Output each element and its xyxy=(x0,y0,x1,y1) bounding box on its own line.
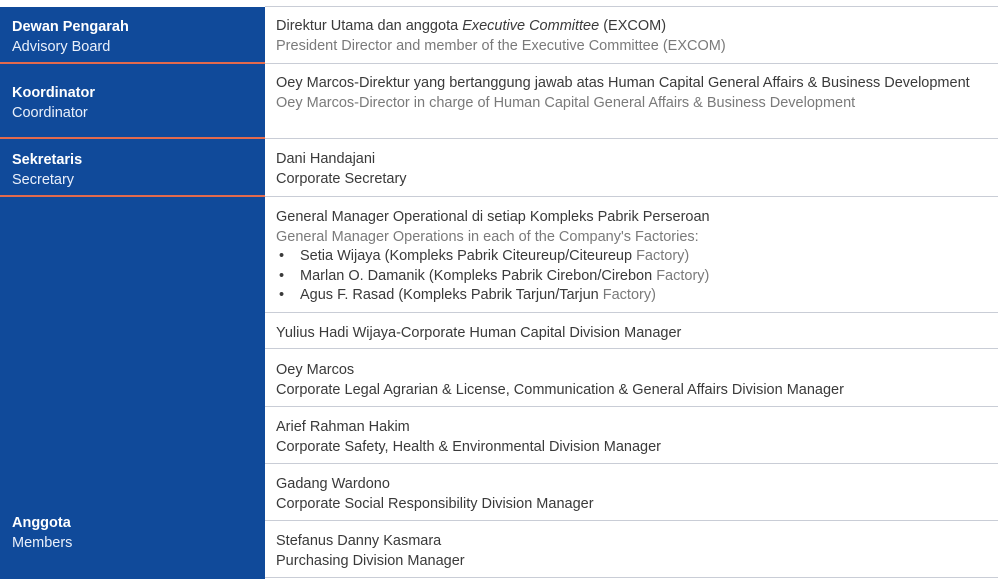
row-content-advisory xyxy=(265,17,998,56)
list-item-suffix: Factory) xyxy=(636,248,690,264)
list-item-text: Agus F. Rasad (Kompleks Pabrik Tarjun/Tarjun xyxy=(300,287,603,303)
row-divider xyxy=(265,577,998,578)
row-divider xyxy=(265,520,998,521)
factory-list xyxy=(276,247,987,306)
row-divider xyxy=(265,463,998,464)
list-item-suffix: Factory) xyxy=(602,287,656,303)
member-line1: Oey Marcos xyxy=(276,362,355,378)
row-content-secretary xyxy=(265,150,998,189)
list-item xyxy=(300,247,987,267)
member-line2: Corporate Social Responsibility Division Manager xyxy=(276,495,594,512)
row-divider xyxy=(265,6,998,7)
row-divider xyxy=(265,63,998,64)
members-gm-block xyxy=(265,208,998,306)
label-id: Anggota xyxy=(12,515,71,531)
label-en: Members xyxy=(12,535,73,551)
row-divider xyxy=(265,348,998,349)
content-id: Oey Marcos-Direktur yang bertanggung jawab atas Human Capital General Affairs & Business Development xyxy=(276,75,970,91)
member-line1: Gadang Wardono xyxy=(276,476,390,492)
content-id-prefix: Direktur Utama dan anggota xyxy=(276,18,463,34)
member-line2: Corporate Safety, Health & Environmental Division Manager xyxy=(276,438,661,455)
label-id: Koordinator xyxy=(12,85,95,101)
member-line1: Stefanus Danny Kasmara xyxy=(276,533,442,549)
label-id: Sekretaris xyxy=(12,152,83,168)
list-item xyxy=(300,286,987,306)
label-id: Dewan Pengarah xyxy=(12,19,129,35)
member-entry xyxy=(265,361,998,400)
content-id xyxy=(276,17,987,37)
list-item-suffix: Factory) xyxy=(656,267,710,284)
row-divider xyxy=(265,312,998,313)
label-en: Coordinator xyxy=(12,105,88,121)
content-en: Oey Marcos-Director in charge of Human Capital General Affairs & Business Development xyxy=(276,94,856,111)
row-label-advisory xyxy=(0,7,265,62)
row-divider xyxy=(265,138,998,139)
row-label-members xyxy=(0,197,265,579)
content-en: President Director and member of the Executive Committee (EXCOM) xyxy=(276,37,726,54)
list-item-text: Marlan O. Damanik (Kompleks Pabrik Cirebon/Cirebon xyxy=(300,267,657,284)
content-role: Corporate Secretary xyxy=(276,170,407,187)
content-id-suffix: (EXCOM) xyxy=(599,18,667,34)
member-entry xyxy=(265,418,998,457)
gm-en: General Manager Operations in each of the Company's Factories: xyxy=(276,228,699,245)
label-en: Advisory Board xyxy=(12,39,111,55)
row-label-secretary xyxy=(0,139,265,195)
member-entry xyxy=(265,475,998,514)
row-divider xyxy=(265,196,998,197)
list-item-text: Setia Wijaya (Kompleks Pabrik Citeureup/Citeureup xyxy=(300,248,637,264)
member-line2: Corporate Legal Agrarian & License, Communication & General Affairs Division Manager xyxy=(276,381,844,398)
member-entry xyxy=(265,532,998,571)
gm-id: General Manager Operational di setiap Kompleks Pabrik Perseroan xyxy=(276,209,710,225)
member-line1: Arief Rahman Hakim xyxy=(276,419,410,435)
member-line1: Yulius Hadi Wijaya-Corporate Human Capital Division Manager xyxy=(276,325,682,341)
list-item xyxy=(300,267,987,287)
label-en: Secretary xyxy=(12,172,75,188)
member-entry xyxy=(265,324,998,344)
member-line2: Purchasing Division Manager xyxy=(276,552,465,569)
row-content-coordinator xyxy=(265,74,998,113)
row-divider xyxy=(265,406,998,407)
content-id-italic: Executive Committee xyxy=(462,18,600,34)
content-name: Dani Handajani xyxy=(276,151,376,167)
row-label-coordinator xyxy=(0,64,265,137)
